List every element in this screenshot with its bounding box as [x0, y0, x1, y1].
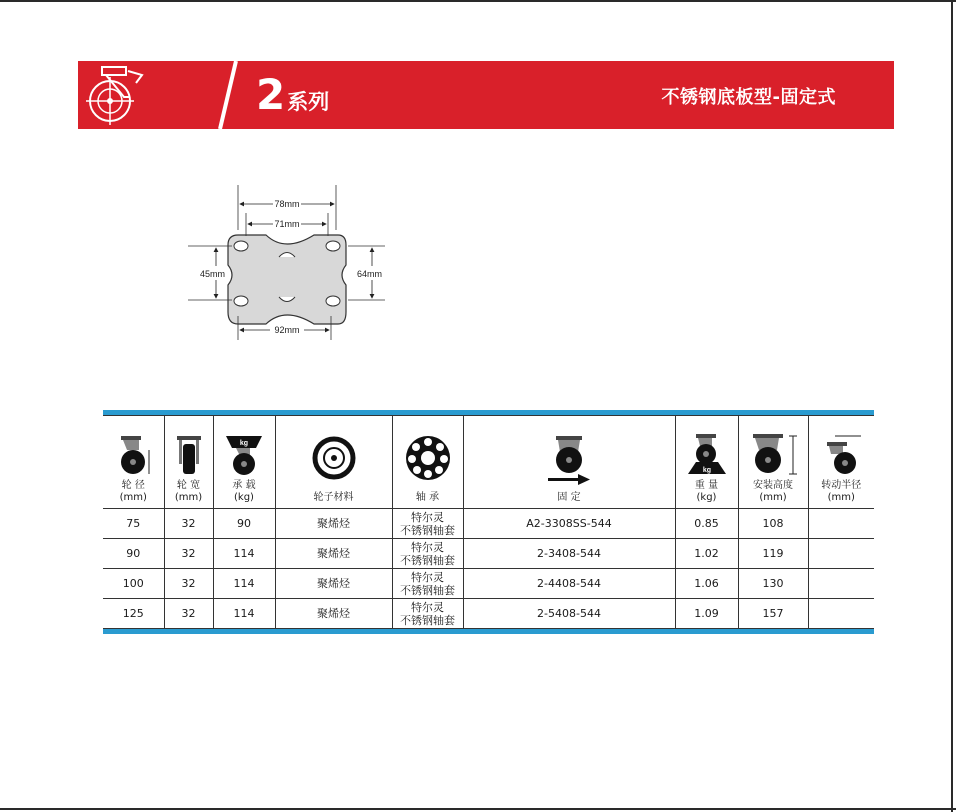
- bearing-line-2: 不锈钢轴套: [400, 613, 455, 627]
- load-kg-icon: [222, 434, 266, 476]
- cell-load: 114: [213, 539, 275, 569]
- col-radius: [808, 416, 874, 509]
- cell-model: A2-3308SS-544: [463, 509, 675, 539]
- spec-table: [103, 410, 874, 634]
- wheel-material-icon: [312, 436, 356, 480]
- radius-label: 转动半径: [821, 480, 862, 491]
- cell-radius: [808, 569, 874, 599]
- col-diameter: [103, 416, 164, 509]
- bearing-label: 轴 承: [415, 492, 440, 503]
- mount-height-icon: [745, 434, 801, 476]
- cell-weight: 1.06: [675, 569, 738, 599]
- cell-height: 119: [738, 539, 808, 569]
- table-row: [103, 569, 874, 599]
- radius-unit: (mm): [827, 492, 855, 503]
- height-label: 安装高度: [753, 480, 793, 491]
- weight-kg-icon: [686, 434, 728, 476]
- mount-hole: [326, 296, 340, 306]
- bearing-line-1: 特尔灵: [411, 540, 444, 554]
- bearing-line-2: 不锈钢轴套: [400, 523, 455, 537]
- cell-load: 114: [213, 599, 275, 629]
- cell-radius: [808, 539, 874, 569]
- height-unit: (mm): [759, 492, 787, 503]
- cell-weight: 1.09: [675, 599, 738, 629]
- cell-radius: [808, 509, 874, 539]
- cell-height: 130: [738, 569, 808, 599]
- load-unit: (kg): [234, 492, 254, 503]
- cell-height: 157: [738, 599, 808, 629]
- dim-right: 64mm: [357, 269, 383, 279]
- col-height: [738, 416, 808, 509]
- width-unit: (mm): [174, 492, 203, 503]
- bearing-line-1: 特尔灵: [411, 600, 444, 614]
- bearing-icon: [404, 434, 452, 482]
- col-width: [164, 416, 213, 509]
- banner-divider: [216, 61, 240, 129]
- dim-top-inner: 71mm: [274, 219, 300, 229]
- banner-title: 不锈钢底板型-固定式: [661, 87, 836, 108]
- cell-width: 32: [164, 569, 213, 599]
- fixed-caster-icon: [546, 436, 592, 486]
- cell-width: 32: [164, 539, 213, 569]
- col-bearing: [392, 416, 463, 509]
- swivel-radius-icon: [817, 434, 865, 476]
- bearing-line-1: 特尔灵: [411, 570, 444, 584]
- cell-bearing: [392, 599, 463, 629]
- cell-material: 聚烯烃: [275, 599, 392, 629]
- series-suffix: 系列: [287, 90, 330, 114]
- table-header-row: [103, 416, 874, 509]
- bearing-line-2: 不锈钢轴套: [400, 583, 455, 597]
- material-label: 轮子材料: [313, 492, 354, 503]
- cell-model: 2-3408-544: [463, 539, 675, 569]
- base-plate-diagram: [180, 180, 420, 350]
- cell-load: 114: [213, 569, 275, 599]
- fixed-label: 固 定: [557, 492, 581, 503]
- cell-diameter: 90: [103, 539, 164, 569]
- cell-model: 2-4408-544: [463, 569, 675, 599]
- col-weight: [675, 416, 738, 509]
- table-bottom-bar: [103, 629, 874, 634]
- col-load: [213, 416, 275, 509]
- wheel-width-icon: [173, 434, 205, 476]
- page-frame-bottom: [0, 808, 956, 810]
- diameter-label: 轮 径: [121, 480, 145, 491]
- cell-diameter: 125: [103, 599, 164, 629]
- cell-load: 90: [213, 509, 275, 539]
- cell-bearing: [392, 509, 463, 539]
- cell-diameter: 75: [103, 509, 164, 539]
- mount-hole: [326, 241, 340, 251]
- series-banner: [78, 61, 894, 129]
- cell-bearing: [392, 539, 463, 569]
- cell-material: 聚烯烃: [275, 509, 392, 539]
- cell-weight: 0.85: [675, 509, 738, 539]
- width-label: 轮 宽: [176, 480, 201, 491]
- cell-diameter: 100: [103, 569, 164, 599]
- col-material: [275, 416, 392, 509]
- caster-logo-icon: [84, 63, 148, 127]
- dim-top-outer: 78mm: [274, 199, 300, 209]
- bearing-line-1: 特尔灵: [411, 510, 444, 524]
- diameter-unit: (mm): [119, 492, 147, 503]
- weight-label: 重 量: [694, 480, 719, 491]
- mount-hole: [234, 241, 248, 251]
- mount-hole: [234, 296, 248, 306]
- cell-bearing: [392, 569, 463, 599]
- series-heading: [256, 69, 329, 121]
- svg-text:kg: kg: [239, 440, 249, 447]
- cell-radius: [808, 599, 874, 629]
- table-row: [103, 599, 874, 629]
- dim-left: 45mm: [200, 269, 226, 279]
- page-frame-right: [951, 0, 953, 812]
- load-label: 承 载: [232, 480, 256, 491]
- weight-unit: (kg): [696, 492, 717, 503]
- cell-weight: 1.02: [675, 539, 738, 569]
- col-fixed: [463, 416, 675, 509]
- table-row: [103, 539, 874, 569]
- table-row: [103, 509, 874, 539]
- cell-height: 108: [738, 509, 808, 539]
- dim-bottom: 92mm: [274, 325, 300, 335]
- wheel-diameter-icon: [113, 434, 153, 476]
- cell-material: 聚烯烃: [275, 539, 392, 569]
- cell-width: 32: [164, 599, 213, 629]
- cell-width: 32: [164, 509, 213, 539]
- series-number: 2: [256, 70, 286, 119]
- svg-text:kg: kg: [702, 467, 711, 474]
- cell-model: 2-5408-544: [463, 599, 675, 629]
- bearing-line-2: 不锈钢轴套: [400, 553, 455, 567]
- page-frame-top: [0, 0, 956, 2]
- cell-material: 聚烯烃: [275, 569, 392, 599]
